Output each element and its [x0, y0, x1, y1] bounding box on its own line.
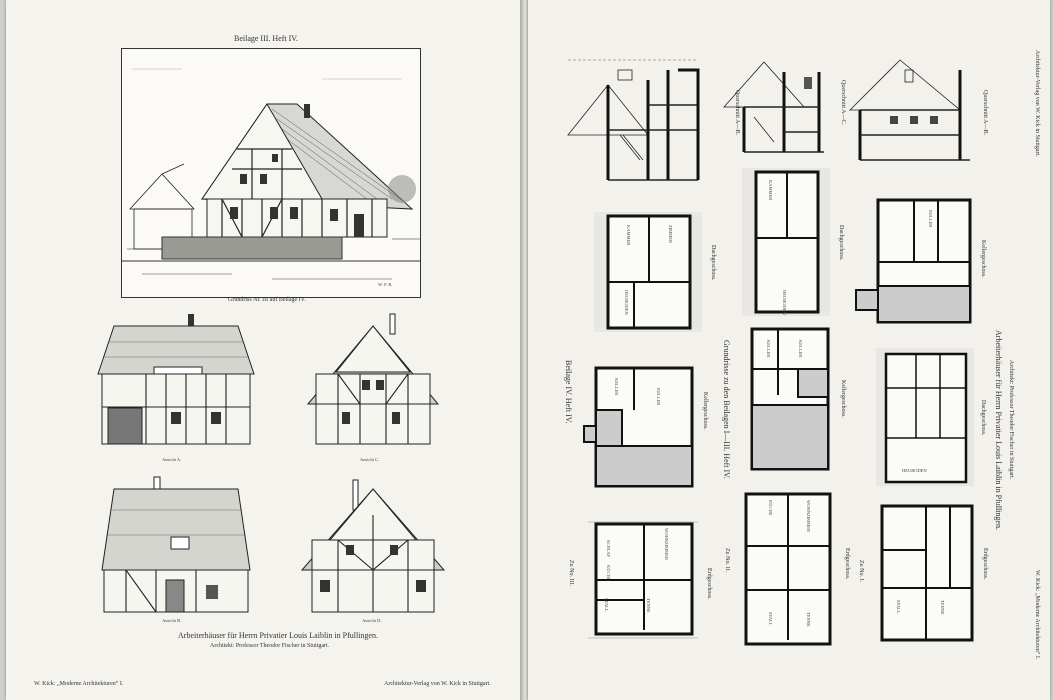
room-stall-iii: STALL: [604, 598, 609, 612]
elevation-view-d: [298, 475, 448, 620]
left-page: [6, 0, 522, 700]
attic-plan-i: [876, 348, 976, 488]
right-title: Arbeiterhäuser für Herrn Privatier Louis Laiblin in Pfullingen.: [994, 330, 1003, 530]
room-tenne-i: TENNE: [940, 600, 945, 615]
erdgeschoss-label-i: Erdgeschoss.: [982, 548, 988, 580]
erdgeschoss-label-ii: Erdgeschoss.: [844, 548, 850, 580]
view-d-label: Ansicht D.: [362, 618, 382, 623]
room-keller-ii-b: KELLER: [798, 340, 803, 358]
dachgeschoss-label-ii: Dachgeschoss.: [838, 225, 844, 261]
left-header: Beilage III. Heft IV.: [234, 34, 299, 43]
left-architect: Architekt: Professor Theodor Fischer in Stuttgart.: [210, 643, 330, 649]
right-architect: Architekt: Professor Theodor Fischer in Stuttgart.: [1008, 360, 1014, 480]
room-kueche-iii: KÜCHE: [606, 565, 611, 581]
ground-plan-ii: [738, 490, 838, 650]
zu-iii-label: Zu No. III.: [568, 560, 574, 586]
room-heuboden-ii: HEUBODEN: [782, 290, 787, 315]
section-ab-2-label: Querschnitt A—B.: [982, 90, 988, 135]
view-b-label: Ansicht B.: [162, 618, 182, 623]
signature: W. P. B.: [378, 282, 393, 287]
cellar-plan-i: [854, 198, 974, 326]
section-ab-1: [568, 50, 728, 190]
perspective-caption: Grundriss Nr. III auf Beilage IV.: [228, 297, 306, 303]
left-footer-right: Architektur-Verlag von W. Kick in Stuttgart.: [384, 681, 491, 687]
beilage-label: Beilage IV. Heft IV.: [564, 360, 573, 424]
elevation-view-c: [298, 312, 448, 452]
room-tenne-iii: TENNE: [646, 598, 651, 613]
kellergeschoss-label-ii: Kellergeschoss.: [840, 380, 846, 418]
kellergeschoss-label-i: Kellergeschoss.: [980, 240, 986, 278]
ground-plan-iii: [588, 520, 698, 640]
room-heuboden-iii: HEUBODEN: [624, 290, 629, 315]
room-heuboden-i: HEUBODEN: [902, 468, 927, 473]
view-a-label: Ansicht A.: [162, 457, 182, 462]
room-wohnzimmer-ii: WOHNZIMMER: [806, 500, 811, 532]
room-stall-ii: STALL: [768, 612, 773, 626]
section-ab-1-label: Querschnitt A—B.: [734, 90, 740, 135]
section-ac: [724, 52, 834, 162]
elevation-view-b: [96, 475, 256, 620]
room-keller-iii-a: KELLER: [614, 378, 619, 396]
zu-ii-label: Zu No. II.: [724, 548, 730, 572]
left-title: Arbeiterhäuser für Herrn Privatier Louis Laiblin in Pfullingen.: [178, 631, 378, 640]
room-keller-ii-a: KELLER: [766, 340, 771, 358]
ground-plan-i: [874, 500, 979, 645]
room-kammer-iii: KAMMER: [626, 225, 631, 246]
left-footer-left: W. Kick: „Moderne Architekturen“ I.: [34, 681, 124, 687]
right-footer: W. Kick: „Moderne Architekturen“ I.: [1034, 570, 1040, 660]
room-tenne-ii: TENNE: [806, 612, 811, 627]
dachgeschoss-label-i: Dachgeschoss.: [980, 400, 986, 436]
room-zimmer-iii: ZIMMER: [668, 225, 673, 243]
room-stall-i: STALL: [896, 600, 901, 614]
room-kueche-ii: KÜCHE: [768, 500, 773, 516]
zu-i-label: Zu No. I.: [858, 560, 864, 582]
room-kammer-ii: KAMMER: [768, 180, 773, 201]
publisher-vertical: Architektur-Verlag von W. Kick in Stuttgart.: [1034, 50, 1040, 157]
elevation-view-a: [96, 312, 256, 452]
room-keller-iii-b: KELLER: [656, 388, 661, 406]
room-schlaf-iii: SCHLAF: [606, 540, 611, 558]
kellergeschoss-label-iii: Kellergeschoss.: [702, 392, 708, 430]
room-wohnzimmer-iii: WOHNZIMMER: [664, 528, 669, 560]
room-keller-i: KELLER: [928, 210, 933, 228]
attic-plan-iii: [594, 212, 704, 334]
section-ac-label: Querschnitt A—C.: [840, 80, 846, 125]
attic-plan-ii: [742, 168, 832, 316]
right-page: [528, 0, 1050, 700]
view-c-label: Ansicht C.: [360, 457, 380, 462]
cellar-plan-ii: [738, 325, 834, 475]
grundrisse-label: Grundrisse zu den Beilagen I—III. Heft IV.: [722, 340, 731, 479]
cellar-plan-iii: [584, 360, 696, 490]
dachgeschoss-label-iii: Dachgeschoss.: [710, 245, 716, 281]
perspective-drawing: [121, 48, 421, 298]
section-ab-2: [850, 50, 975, 165]
erdgeschoss-label-iii: Erdgeschoss.: [706, 568, 712, 600]
